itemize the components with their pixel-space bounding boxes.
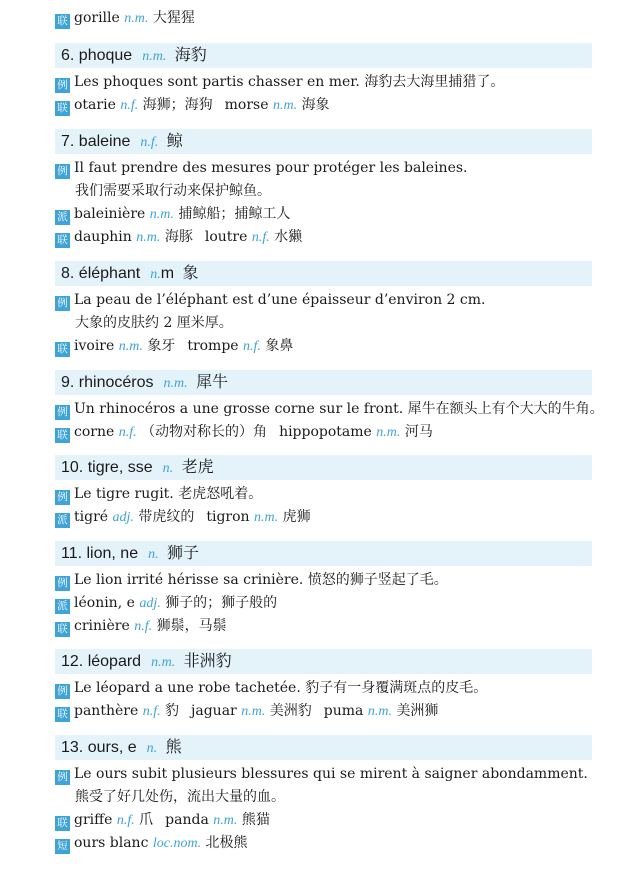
pos: adj. [112,510,134,525]
zh: 象鼻 [265,338,294,354]
word: baleinière [74,206,146,222]
zh: 海狮；海狗 [142,97,213,113]
example-line [55,677,595,699]
pos: n.f. [120,98,139,113]
entry-pos: n.m. [142,49,167,64]
entry-pos: n.f. [140,135,159,150]
pos: loc.nom. [152,836,202,851]
zh: 狮鬃，马鬃 [156,618,227,634]
pos: n.m. [213,813,238,828]
lian-tag: 联 [55,816,70,831]
word: loutre [204,229,248,245]
lian-tag: 联 [55,707,70,722]
pos: adj. [139,596,161,611]
entry-zh: 熊 [165,739,182,756]
zh: 美洲狮 [396,703,439,719]
zh: 水獭 [274,229,303,245]
lian-line [55,335,595,357]
entry-pos: n. [162,461,174,476]
example-zh-line [75,786,595,808]
pos: n.f. [118,425,137,440]
lian-tag: 联 [55,233,70,248]
ex-tag: 例 [55,770,70,785]
word: ours blanc [74,835,149,851]
entry-zh: 海豹 [174,47,207,64]
word: ivoire [74,338,115,354]
pos: n.f. [134,619,153,634]
entry-heading [55,541,592,566]
example-line [55,569,595,591]
example-line [55,71,595,93]
word: trompe [187,338,239,354]
word: panda [165,812,209,828]
pos: n.m. [241,704,266,719]
zh: 美洲豹 [269,703,312,719]
word: léonin, e [74,595,135,611]
entry-pos: n. [150,267,161,282]
lian-tag: 联 [55,622,70,637]
zh: 捕鲸船；捕鲸工人 [178,206,291,222]
pos: n.m. [272,98,298,113]
lian-line [55,421,595,443]
zh: 虎狮 [282,509,311,525]
example-zh: 老虎怒吼着。 [178,486,263,502]
zh: 狮子的；狮子般的 [165,595,278,611]
word: morse [224,97,269,113]
pos: n.m. [136,230,161,245]
entry-heading [55,455,592,480]
ex-tag: 例 [55,164,70,179]
example-fr: Le ours subit plusieurs blessures qui se mirent à saigner abondamment. [74,766,588,782]
entry-zh: 鲸 [166,133,183,150]
entry-title: 6. phoque [61,47,133,64]
example-zh: 海豹去大海里捕猎了。 [364,74,505,90]
word: puma [323,703,364,719]
pos: n.m. [367,704,392,719]
lian-line [55,7,595,29]
zh: 海象 [301,97,330,113]
example-zh-line [75,180,595,202]
pai-tag: 派 [55,513,70,528]
zh: 海豚 [164,229,193,245]
word: dauphin [74,229,132,245]
word: panthère [74,703,139,719]
example-fr: Il faut prendre des mesures pour protéger les baleines. [74,160,468,176]
pos: n.f. [116,813,135,828]
example-zh: 豹子有一身覆满斑点的皮毛。 [305,680,488,696]
entry-title: 11. lion, ne [61,545,139,562]
example-line [55,398,604,420]
zh: 带虎纹的 [138,509,195,525]
lian-line [55,226,595,248]
word: hippopotame [279,424,372,440]
entry-title: 9. rhinocéros [61,374,154,391]
pai-tag: 派 [55,599,70,614]
entry-zh: 犀牛 [196,374,229,391]
zh: 大猩猩 [152,10,195,26]
example-fr: Le lion irrité hérisse sa crinière. [74,572,304,588]
entry-title: 13. ours, e [61,739,137,756]
example-fr: Le léopard a une robe tachetée. [74,680,301,696]
entry-zh: 狮子 [167,545,200,562]
word: crinière [74,618,130,634]
duan-tag: 短 [55,839,70,854]
entry-heading [55,649,592,674]
pai-line [55,506,595,528]
example-fr: Les phoques sont partis chasser en mer. [74,74,360,90]
example-zh: 我们需要采取行动来保护鲸鱼。 [75,183,271,199]
entry-heading [55,370,592,395]
pos: n.m. [149,207,174,222]
ex-tag: 例 [55,490,70,505]
entry-pos: n.m. [151,655,176,670]
entry-zh: 象 [182,265,199,282]
lian-line [55,615,595,637]
example-zh: 愤怒的狮子竖起了毛。 [307,572,448,588]
lian-tag: 联 [55,14,70,29]
word: gorille [74,10,120,26]
lian-line [55,94,595,116]
ex-tag: 例 [55,405,70,420]
pos: n.f. [251,230,270,245]
example-zh-line [75,312,595,334]
lian-tag: 联 [55,342,70,357]
pos: n.m. [376,425,401,440]
entry-pos: n.m. [163,376,188,391]
lian-line [55,809,595,831]
example-zh: 熊受了好几处伤，流出大量的血。 [75,789,285,805]
example-fr: La peau de l’éléphant est d’une épaisseur d’environ 2 cm. [74,292,486,308]
example-fr: Un rhinocéros a une grosse corne sur le front. [74,401,404,417]
zh: 河马 [404,424,433,440]
duan-line [55,832,595,854]
example-line [55,483,595,505]
pai-line [55,203,595,225]
zh: 爪 [139,812,154,828]
word: griffe [74,812,113,828]
entry-title: 8. éléphant [61,265,141,282]
ex-tag: 例 [55,296,70,311]
entry-pos: n. [148,547,159,562]
word: jaguar [191,703,237,719]
example-line [55,763,595,785]
entry-title: 7. baleine [61,133,131,150]
pai-tag: 派 [55,210,70,225]
entry-pos: n. [146,741,158,756]
example-line [55,157,595,179]
lian-tag: 联 [55,428,70,443]
entry-heading [55,129,592,154]
entry-heading [55,735,592,760]
example-line [55,289,595,311]
entry-heading [55,261,592,286]
entry-zh: 老虎 [181,459,214,476]
zh: 北极熊 [205,835,248,851]
pos: n.m. [254,510,279,525]
pos: n.f. [243,339,261,354]
entry-pos-suffix: m [160,265,175,282]
zh: 熊猫 [241,812,270,828]
lian-line [55,700,595,722]
zh: 豹 [165,703,180,719]
ex-tag: 例 [55,684,70,699]
pos: n.m. [118,339,143,354]
word: otarie [74,97,116,113]
word: corne [74,424,115,440]
zh: （动物对称长的）角 [141,424,268,440]
example-zh: 大象的皮肤约 2 厘米厚。 [75,315,233,331]
entry-title: 12. léopard [61,653,142,670]
example-fr: Le tigre rugit. [74,486,174,502]
word: tigron [206,509,250,525]
word: tigré [74,509,109,525]
pai-line [55,592,595,614]
entry-zh: 非洲豹 [183,653,232,670]
ex-tag: 例 [55,78,70,93]
lian-tag: 联 [55,101,70,116]
ex-tag: 例 [55,576,70,591]
zh: 象牙 [147,338,176,354]
entry-title: 10. tigre, sse [61,459,153,476]
example-zh: 犀牛在额头上有个大大的牛角。 [407,401,604,417]
pos: n.f. [142,704,161,719]
entry-heading [55,43,592,68]
pos: n.m. [124,11,149,26]
